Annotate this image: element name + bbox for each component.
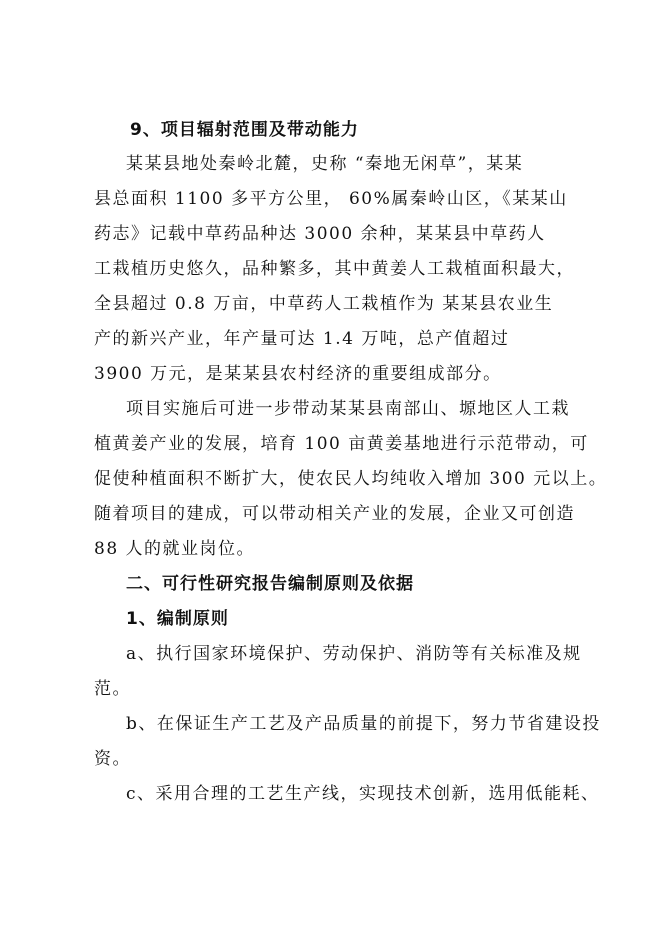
paragraph-line: 药志》记载中草药品种达 3000 余种，某某县中草药人 — [94, 224, 546, 244]
paragraph-line: 产的新兴产业，年产量可达 1.4 万吨，总产值超过 — [94, 329, 510, 349]
paragraph-line: 促使种植面积不断扩大，使农民人均纯收入增加 300 元以上。 — [94, 469, 608, 489]
paragraph-line: 工栽植历史悠久，品种繁多，其中黄姜人工栽植面积最大， — [94, 259, 575, 279]
section-heading-radiation: 9、项目辐射范围及带动能力 — [130, 120, 359, 140]
list-item-b-cont: 资。 — [94, 749, 131, 769]
paragraph-line: 植黄姜产业的发展，培育 100 亩黄姜基地进行示范带动，可 — [94, 434, 589, 454]
list-item-c: c、采用合理的工艺生产线，实现技术创新，选用低能耗、 — [126, 784, 600, 804]
paragraph-line: 全县超过 0.8 万亩，中草药人工栽植作为 某某县农业生 — [94, 294, 554, 314]
paragraph-line: 3900 万元，是某某县农村经济的重要组成部分。 — [94, 364, 502, 384]
list-item-a: a、执行国家环境保护、劳动保护、消防等有关标准及规 — [126, 644, 582, 664]
paragraph-line: 项目实施后可进一步带动某某县南部山、塬地区人工栽 — [126, 399, 570, 419]
paragraph-line: 某某县地处秦岭北麓，史称 “秦地无闲草”，某某 — [126, 154, 524, 174]
paragraph-line: 县总面积 1100 多平方公里， 60%属秦岭山区，《某某山 — [94, 189, 568, 209]
list-item-b: b、在保证生产工艺及产品质量的前提下，努力节省建设投 — [126, 714, 601, 734]
paragraph-line: 随着项目的建成，可以带动相关产业的发展，企业又可创造 — [94, 504, 575, 524]
subsection-heading: 1、编制原则 — [126, 609, 229, 629]
section-heading-principles: 二、可行性研究报告编制原则及依据 — [126, 574, 414, 594]
paragraph-line: 88 人的就业岗位。 — [94, 539, 256, 559]
list-item-a-cont: 范。 — [94, 679, 131, 699]
